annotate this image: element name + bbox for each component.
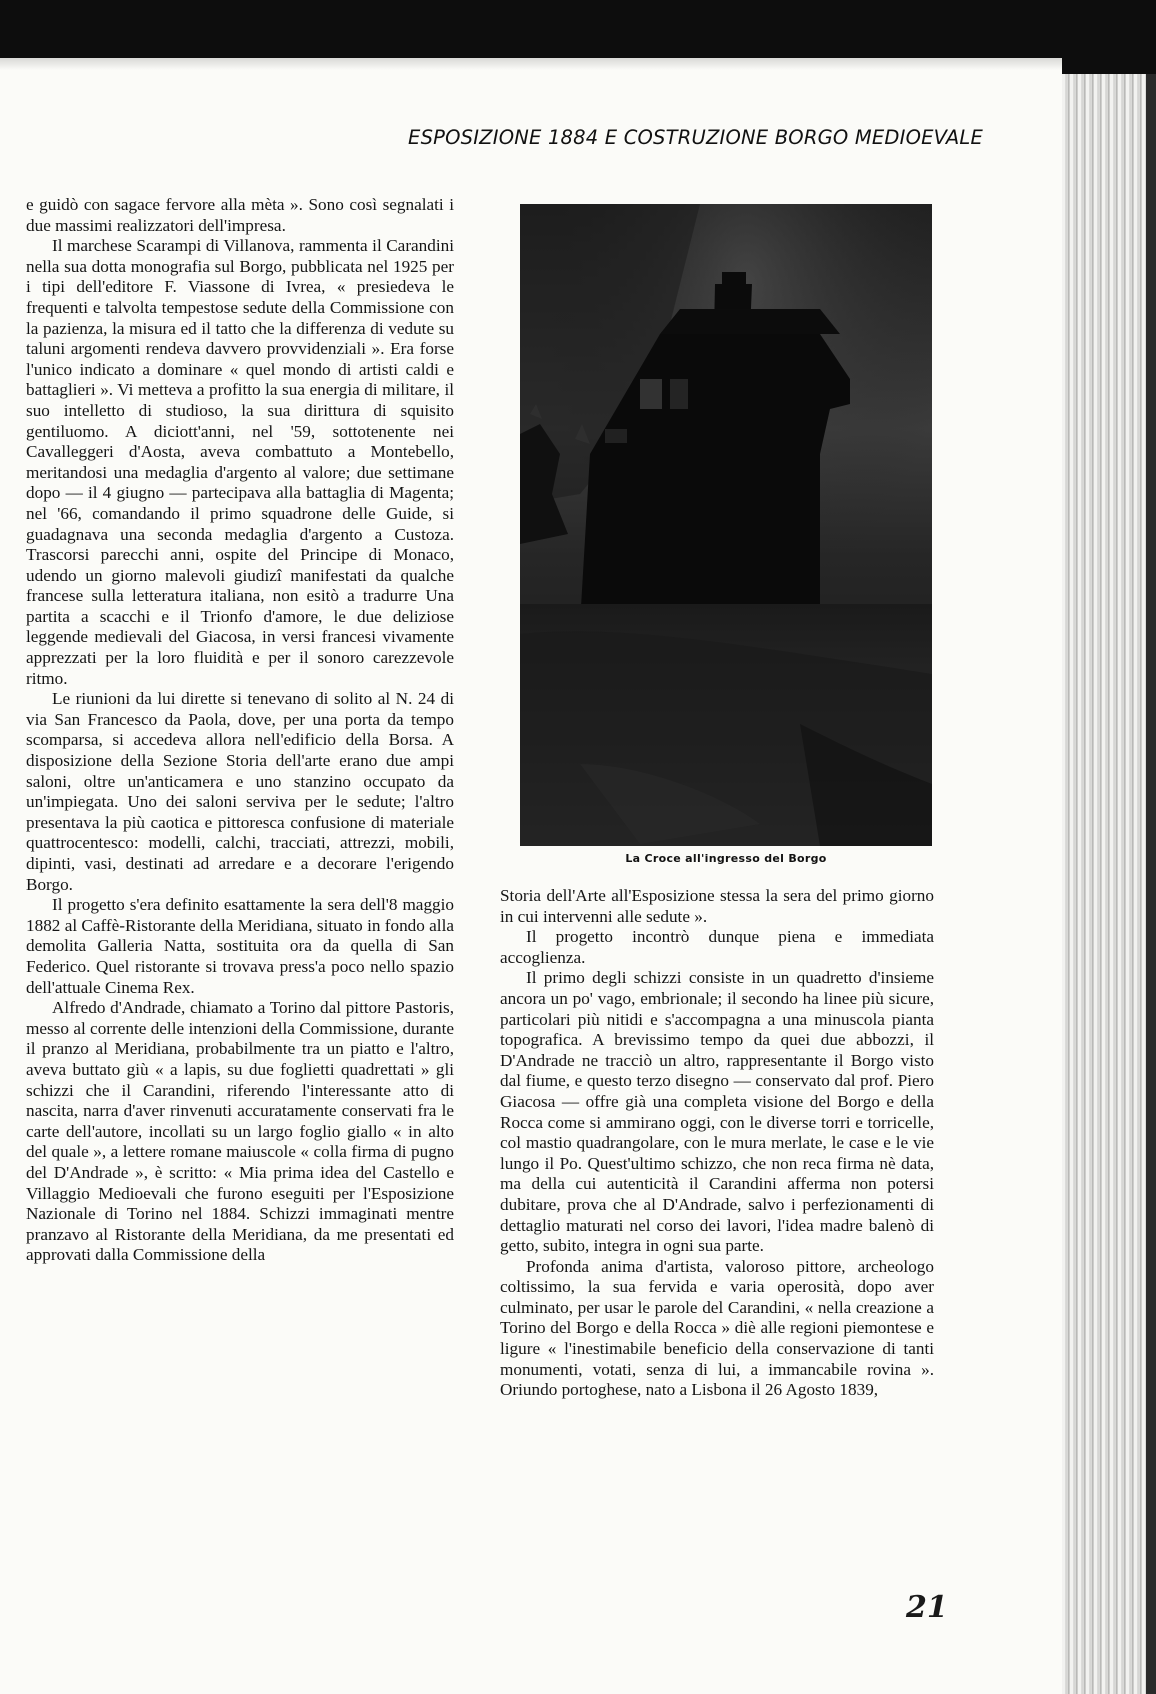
photo-illustration	[520, 204, 932, 846]
paragraph: Il marchese Scarampi di Villanova, rammenta il Carandini nella sua dotta monografia sul Borgo, pubblicata nel 1925 per i tipi dell'editore F. Viassone di Ivrea, « presiedeva le frequenti e talvolta tempestose sedute della Commissione con la pazienza, la misura ed il tatto che la differenza di vedute su taluni argomenti rendeva davvero provvidenziali ». Era forse l'unico indicato a dominare « quel mondo di artisti caldi e battaglieri ». Vi metteva a profitto la sua energia di militare, il suo intelletto di studioso, la sua dirittura di squisito gentiluomo. A diciott'anni, nel '59, sottotenente nei Cavalleggeri d'Aosta, aveva combattuto a Montebello, meritandosi una medaglia d'argento al valore; due settimane dopo — il 4 giugno — partecipava alla battaglia di Magenta; nel '66, comandando il primo squadrone delle Guide, si guadagnava una seconda medaglia d'argento a Custoza. Trascorsi parecchi anni, ospite del Principe di Monaco, udendo un giorno malevoli giudizî manifestati da qualche francese sulla letteratura italiana, non esitò a tradurre Una partita a scacchi e il Trionfo d'amore, le due deliziose leggende medievali del Giacosa, in versi francesi vivamente apprezzati per la loro fluidità e per il sonoro carezzevole ritmo.	[26, 236, 454, 688]
running-header: ESPOSIZIONE 1884 E COSTRUZIONE BORGO MEDIOEVALE	[408, 126, 983, 149]
paragraph: Alfredo d'Andrade, chiamato a Torino dal pittore Pastoris, messo al corrente delle intenzioni della Commissione, durante il pranzo al Meridiana, probabilmente tra un piatto e l'altro, aveva buttato giù « a lapis, su due foglietti quadrettati » gli schizzi che il Carandini, riferendo l'interessante atto di nascita, narra d'aver rinvenuti accuratamente conservati fra le carte dell'autore, incollati su un largo foglio giallo « in alto del quale », a lettere romane maiuscole « colla firma di pugno del D'Andrade », è scritto: « Mia prima idea del Castello e Villaggio Medioevali che furono eseguiti per l'Esposizione Nazionale di Torino nel 1884. Schizzi immaginati mentre pranzavo al Ristorante della Meridiana, da me presentati ed approvati dalla Commissione della	[26, 998, 454, 1265]
paragraph: Storia dell'Arte all'Esposizione stessa la sera del primo giorno in cui intervenni alle sedute ».	[500, 886, 934, 926]
paragraph: Il primo degli schizzi consiste in un quadretto d'insieme ancora un po' vago, embrionale; il secondo ha linee più sicure, particolari più nitidi e s'accompagna a una minuscola pianta topografica. A brevissimo tempo da quei due abbozzi, il D'Andrade ne tracciò un altro, rappresentante il Borgo visto dal fiume, e questo terzo disegno — conservato dal prof. Piero Giacosa — offre già una completa visione del Borgo e della Rocca come si ammirano oggi, con le diverse torri e torricelle, col mastio quadrangolare, con le mura merlate, le case e le vie lungo il Po. Quest'ultimo schizzo, che non reca firma nè data, ma della cui autenticità il Carandini afferma non potersi dubitare, prova che al D'Andrade, salvo i perfezionamenti di dettaglio maturati nel corso dei lavori, l'idea madre balenò di getto, subito, integra in ogni sua parte.	[500, 968, 934, 1256]
right-text-column	[500, 886, 934, 1401]
left-text-column	[26, 195, 454, 1266]
paragraph: Il progetto incontrò dunque piena e immediata accoglienza.	[500, 927, 934, 967]
photo-caption: La Croce all'ingresso del Borgo	[625, 852, 827, 865]
book-page-edges	[1062, 74, 1156, 1694]
paragraph: Le riunioni da lui dirette si tenevano di solito al N. 24 di via San Francesco da Paola, dove, per una porta da tempo scomparsa, si accedeva allora nell'edificio della Borsa. A disposizione della Sezione Storia dell'arte erano due ampi saloni, oltre un'anticamera e uno stanzino occupato da un'impiegata. Uno dei saloni serviva per le sedute; l'altro presentava la più caotica e pittoresca confusione di materiale quattrocentesco: modelli, calchi, tracciati, attrezzi, mobili, dipinti, vasi, destinati ad arredare e a decorare l'erigendo Borgo.	[26, 689, 454, 894]
book-binding-shadow	[1146, 74, 1156, 1694]
photograph-borgo-entrance	[520, 204, 932, 846]
paragraph: Il progetto s'era definito esattamente la sera dell'8 maggio 1882 al Caffè-Ristorante della Meridiana, situato in fondo alla demolita Galleria Natta, sostituita ora da quella di San Federico. Quel ristorante si trovava press'a poco nello spazio dell'attuale Cinema Rex.	[26, 895, 454, 997]
paragraph: e guidò con sagace fervore alla mèta ». Sono così segnalati i due massimi realizzatori dell'impresa.	[26, 195, 454, 235]
paragraph: Profonda anima d'artista, valoroso pittore, archeologo coltissimo, la sua fervida e varia operosità, dopo aver culminato, per usar le parole del Carandini, « nella creazione a Torino del Borgo e della Rocca » diè alle regioni piemontese e ligure « l'inestimabile beneficio della conservazione di tanti monumenti, votati, senza di lui, a immancabile rovina ». Oriundo portoghese, nato a Lisbona il 26 Agosto 1839,	[500, 1256, 934, 1400]
page-number: 21	[906, 1590, 948, 1625]
